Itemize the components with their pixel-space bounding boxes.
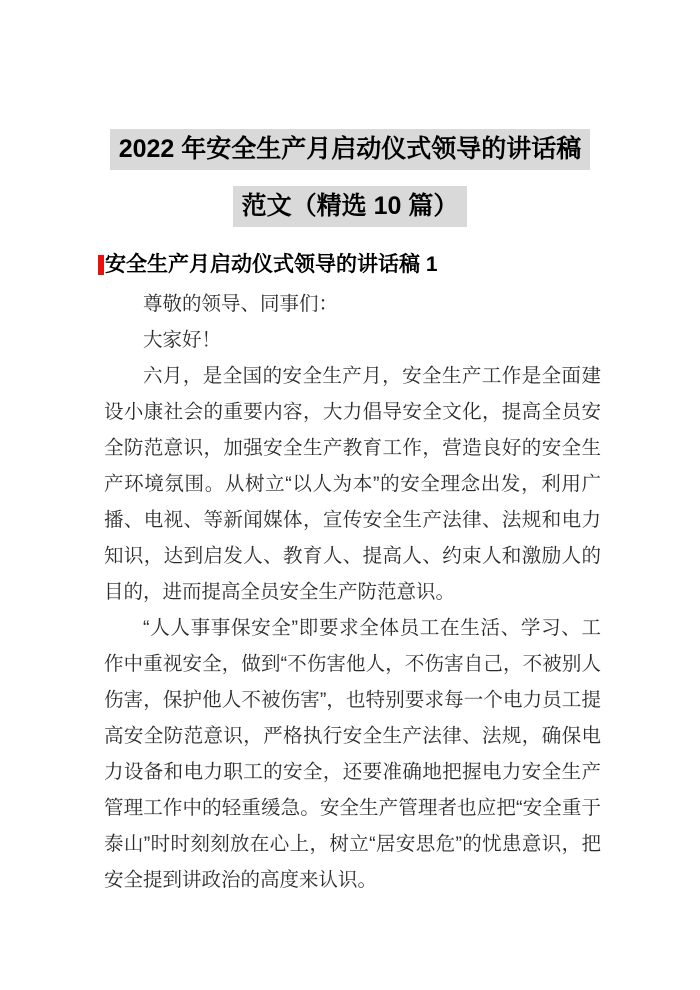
paragraph-body-1: 六月，是全国的安全生产月，安全生产工作是全面建设小康社会的重要内容，大力倡导安全文化，提高全员安全防范意识，加强安全生产教育工作，营造良好的安全生产环境氛围。从树立“以人为本”的安全理念出发，利用广播、电视、等新闻媒体，宣传安全生产法律、法规和电力知识，达到启发人、教育人、提高人、约束人和激励人的目的，进而提高全员安全生产防范意识。: [104, 365, 601, 603]
section-heading: [98, 250, 438, 279]
document-title: [0, 129, 700, 243]
title-line-2-text: 范文（精选 10 篇）: [233, 186, 468, 227]
title-line-1: [0, 129, 700, 170]
paragraph-body-2: “人人事事保安全”即要求全体员工在生活、学习、工作中重视安全，做到“不伤害他人，不伤害自己，不被别人伤害，保护他人不被伤害”，也特别要求每一个电力员工提高安全防范意识，严格执行安全生产法律、法规，确保电力设备和电力职工的安全，还要准确地把握电力安全生产管理工作中的轻重缓急。安全生产管理者也应把“安全重于泰山”时时刻刻放在心上，树立“居安思危”的忧患意识，把安全提到讲政治的高度来认识。: [104, 617, 601, 891]
document-body: [104, 286, 601, 898]
title-line-1-text: 2022 年安全生产月启动仪式领导的讲话稿: [110, 129, 591, 170]
red-marker-bar: [98, 255, 104, 275]
paragraph-greeting: 尊敬的领导、同事们：: [143, 293, 339, 315]
title-line-2: [0, 186, 700, 227]
section-heading-text: 安全生产月启动仪式领导的讲话稿 1: [105, 253, 438, 276]
paragraph-salutation: 大家好！: [143, 329, 222, 351]
